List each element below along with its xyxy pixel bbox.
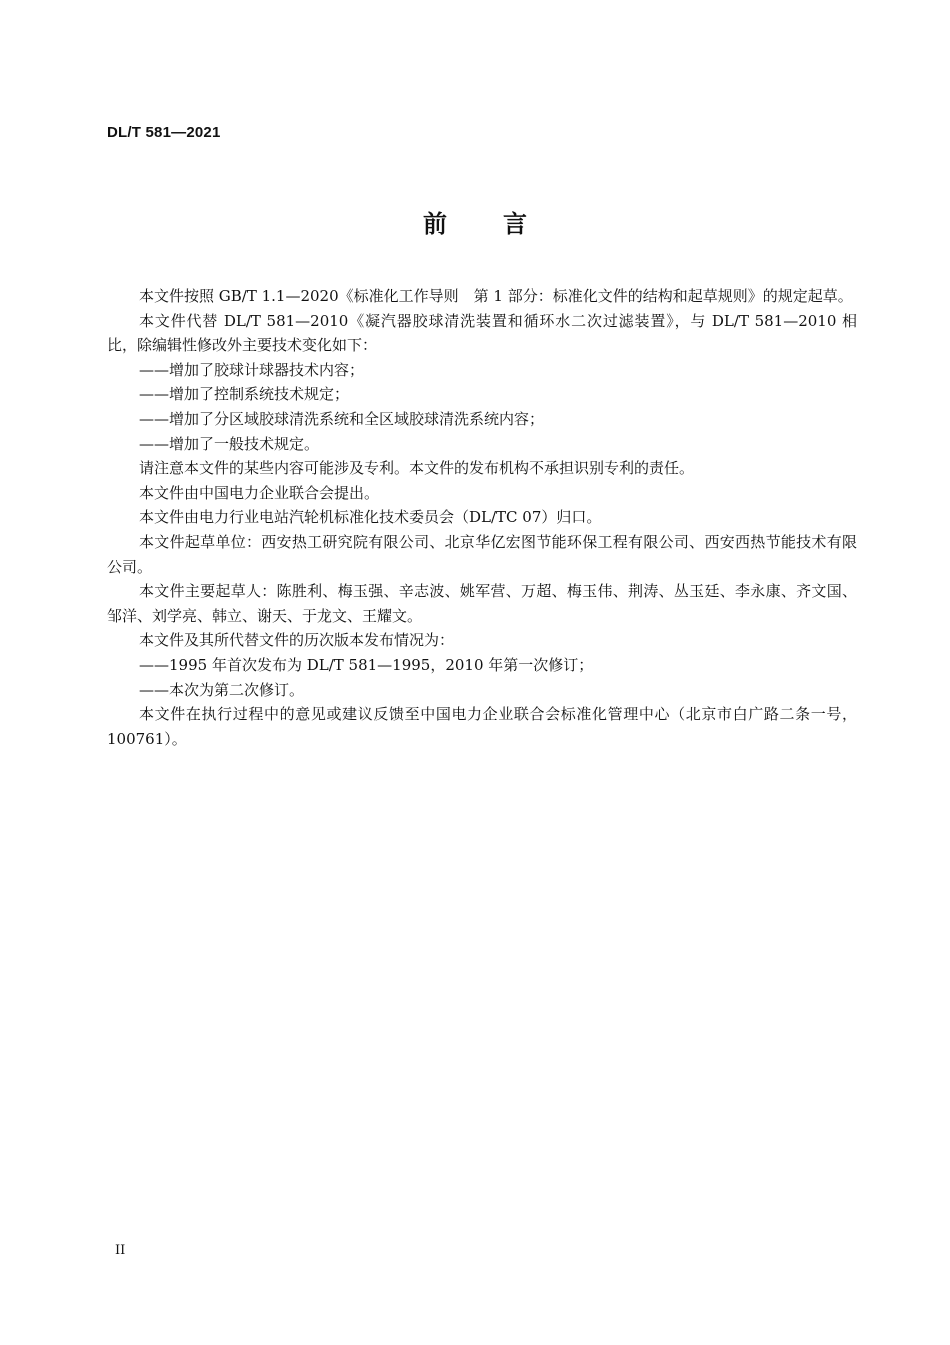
history-item: ——本次为第二次修订。 <box>139 680 305 699</box>
paragraph-patent-notice: 请注意本文件的某些内容可能涉及专利。本文件的发布机构不承担识别专利的责任。 <box>139 459 695 478</box>
change-item: ——增加了控制系统技术规定； <box>139 385 350 404</box>
document-code: DL/T 581—2021 <box>107 124 221 141</box>
paragraph-replacement: 本文件代替 DL/T 581—2010《凝汽器胶球清洗装置和循环水二次过滤装置》，与 DL/T 581—2010 相比，除编辑性修改外主要技术变化如下： <box>107 311 857 355</box>
paragraph-proposer: 本文件由中国电力企业联合会提出。 <box>139 483 380 502</box>
page-number: II <box>115 1243 126 1258</box>
foreword-body <box>107 284 857 751</box>
page-title: 前言 <box>423 210 583 238</box>
paragraph-drafting-rules: 本文件按照 GB/T 1.1—2020《标准化工作导则 第 1 部分：标准化文件的结构和起草规则》的规定起草。 <box>139 287 853 305</box>
paragraph-drafting-units: 本文件起草单位：西安热工研究院有限公司、北京华亿宏图节能环保工程有限公司、西安西热节能技术有限公司。 <box>107 532 857 576</box>
change-item: ——增加了胶球计球器技术内容； <box>139 360 365 379</box>
paragraph-drafters: 本文件主要起草人：陈胜利、梅玉强、辛志波、姚军营、万超、梅玉伟、荆涛、丛玉廷、李永康、齐文国、邹洋、刘学亮、韩立、谢天、于龙文、王耀文。 <box>107 582 857 625</box>
paragraph-version-history: 本文件及其所代替文件的历次版本发布情况为： <box>139 631 455 650</box>
paragraph-feedback: 本文件在执行过程中的意见或建议反馈至中国电力企业联合会标准化管理中心（北京市白广路二条一号，100761）。 <box>107 705 857 748</box>
change-item: ——增加了分区域胶球清洗系统和全区域胶球清洗系统内容； <box>139 409 545 428</box>
history-item: ——1995 年首次发布为 DL/T 581—1995，2010 年第一次修订； <box>139 655 594 674</box>
paragraph-committee: 本文件由电力行业电站汽轮机标准化技术委员会（DL/TC 07）归口。 <box>139 508 602 527</box>
change-item: ——增加了一般技术规定。 <box>139 434 320 453</box>
